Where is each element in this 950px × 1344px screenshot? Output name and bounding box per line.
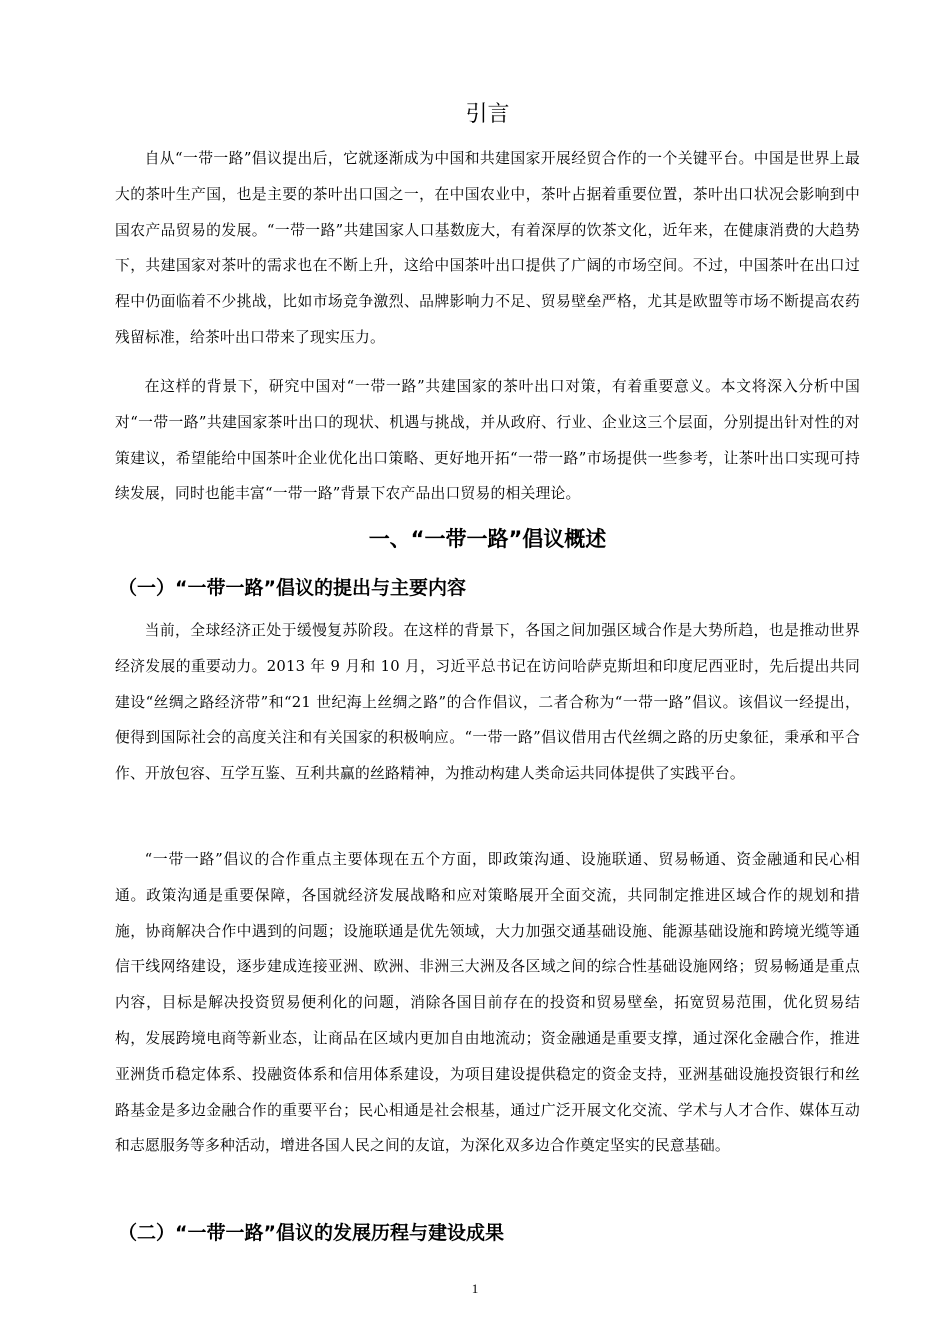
body-paragraph: 当前，全球经济正处于缓慢复苏阶段。在这样的背景下，各国之间加强区域合作是大势所趋，也是推动世界经济发展的重要动力。2013 年 9 月和 10 月，习近平总书记在访问哈萨克斯坦和印度尼西亚时，先后提出共同建设“丝绸之路经济带”和“21 世纪海上丝绸之路”的合作倡议，二者合称为“一带一路”倡议。该倡议一经提出，便得到国际社会的高度关注和有关国家的积极响应。“一带一路”倡议借用古代丝绸之路的历史象征，秉承和平合作、开放包容、互学互鉴、互利共赢的丝路精神，为推动构建人类命运共同体提供了实践平台。	[115, 622, 860, 783]
section-title: （二）“一带一路”倡议的发展历程与建设成果	[118, 1222, 504, 1244]
intro-paragraph: 自从“一带一路”倡议提出后，它就逐渐成为中国和共建国家开展经贸合作的一个关键平台。中国是世界上最大的茶叶生产国，也是主要的茶叶出口国之一，在中国农业中，茶叶占据着重要位置，茶叶出口状况会影响到中国农产品贸易的发展。“一带一路”共建国家人口基数庞大，有着深厚的饮茶文化，近年来，在健康消费的大趋势下，共建国家对茶叶的需求也在不断上升，这给中国茶叶出口提供了广阔的市场空间。不过，中国茶叶在出口过程中仍面临着不少挑战，比如市场竞争激烈、品牌影响力不足、贸易壁垒严格，尤其是欧盟等市场不断提高农药残留标准，给茶叶出口带来了现实压力。	[115, 150, 860, 346]
intro-paragraph: 在这样的背景下，研究中国对“一带一路”共建国家的茶叶出口对策，有着重要意义。本文将深入分析中国对“一带一路”共建国家茶叶出口的现状、机遇与挑战，并从政府、行业、企业这三个层面，分别提出针对性的对策建议，希望能给中国茶叶企业优化出口策略、更好地开拓“一带一路”市场提供一些参考，让茶叶出口实现可持续发展，同时也能丰富“一带一路”背景下农产品出口贸易的相关理论。	[115, 378, 860, 503]
page-number: 1	[471, 1281, 479, 1296]
chapter-title: 一、“一带一路”倡议概述	[368, 527, 607, 551]
body-paragraph: “一带一路”倡议的合作重点主要体现在五个方面，即政策沟通、设施联通、贸易畅通、资金融通和民心相通。政策沟通是重要保障，各国就经济发展战略和应对策略展开全面交流，共同制定推进区域合作的规划和措施，协商解决合作中遇到的问题；设施联通是优先领域，大力加强交通基础设施、能源基础设施和跨境光缆等通信干线网络建设，逐步建成连接亚洲、欧洲、非洲三大洲及各区域之间的综合性基础设施网络；贸易畅通是重点内容，目标是解决投资贸易便利化的问题，消除各国目前存在的投资和贸易壁垒，拓宽贸易范围，优化贸易结构，发展跨境电商等新业态，让商品在区域内更加自由地流动；资金融通是重要支撑，通过深化金融合作，推进亚洲货币稳定体系、投融资体系和信用体系建设，为项目建设提供稳定的资金支持，亚洲基础设施投资银行和丝路基金是多边金融合作的重要平台；民心相通是社会根基，通过广泛开展文化交流、学术与人才合作、媒体互动和志愿服务等多种活动，增进各国人民之间的友谊，为深化双多边合作奠定坚实的民意基础。	[115, 851, 860, 1155]
section-title: （一）“一带一路”倡议的提出与主要内容	[118, 577, 466, 599]
intro-title: 引言	[465, 102, 510, 127]
